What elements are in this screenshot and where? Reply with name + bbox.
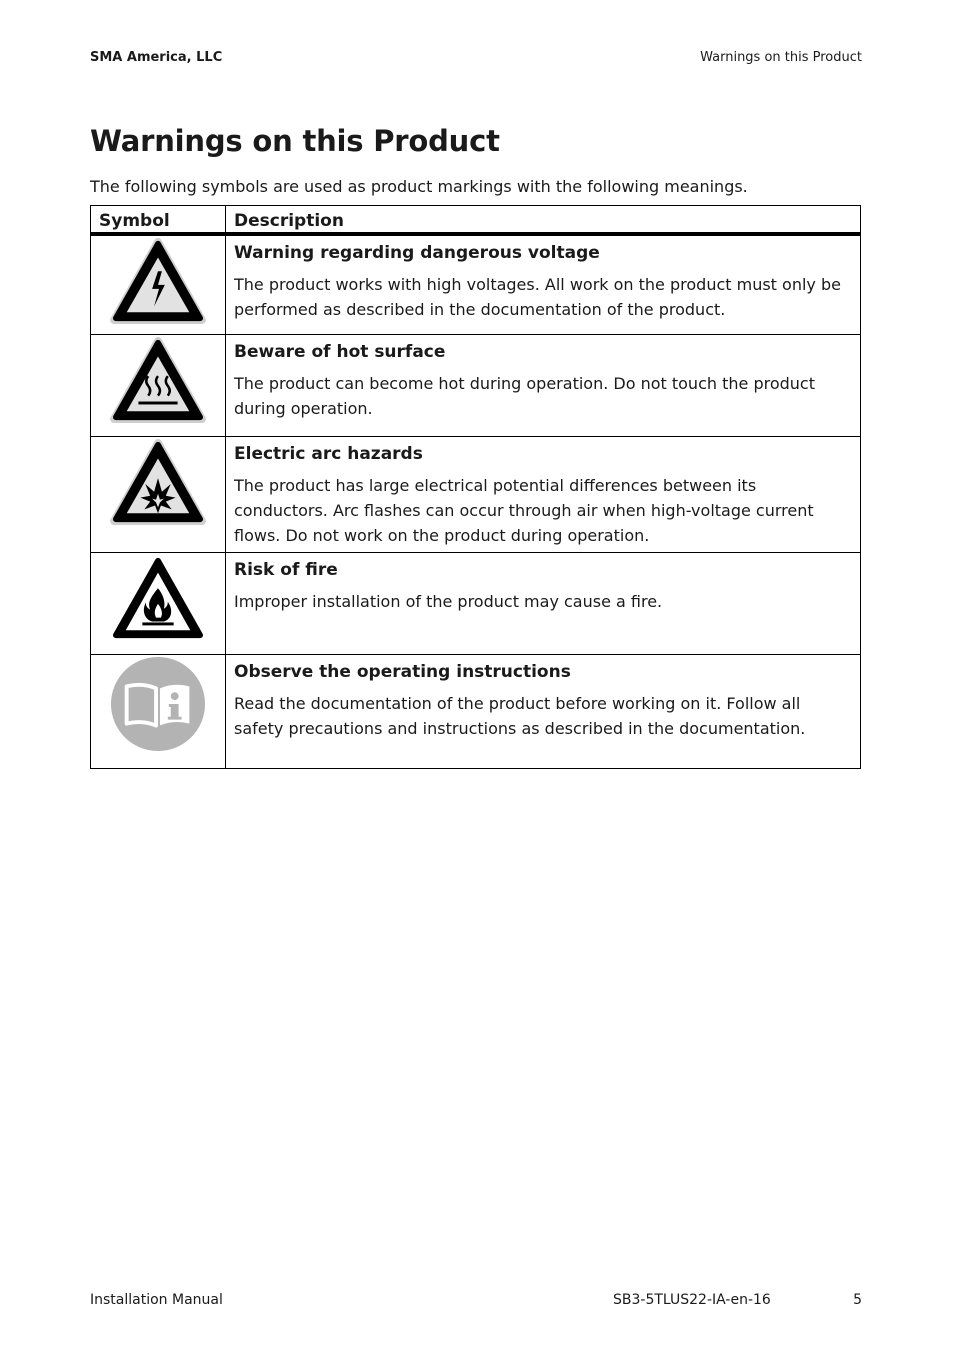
page-number: 5 [853, 1292, 862, 1308]
high-voltage-warning-icon [109, 236, 207, 326]
row-title: Beware of hot surface [234, 342, 446, 362]
row-text: The product works with high voltages. All work on the product must only be performed as described in the documentation of the product. [234, 274, 841, 319]
table-row [91, 234, 861, 335]
electric-arc-warning-icon [109, 437, 207, 527]
fire-risk-warning-icon [109, 553, 207, 643]
row-text: Improper installation of the product may cause a fire. [234, 592, 663, 611]
header-company: SMA America, LLC [90, 50, 223, 65]
header-symbol: Symbol [91, 206, 226, 234]
page-title: Warnings on this Product [90, 124, 500, 158]
intro-text: The following symbols are used as product markings with the following meanings. [90, 177, 748, 196]
row-text: Read the documentation of the product before working on it. Follow all safety precautions and instructions as described in the documentation. [234, 694, 806, 738]
row-text: The product can become hot during operation. Do not touch the product during operation. [234, 374, 815, 418]
description-cell [226, 655, 861, 769]
description-cell [226, 234, 861, 335]
description-cell [226, 553, 861, 655]
header-section: Warnings on this Product [700, 50, 862, 65]
table-header-row [91, 206, 861, 234]
footer-doc-code: SB3-5TLUS22-IA-en-16 [613, 1292, 771, 1308]
description-cell [226, 335, 861, 437]
row-title: Risk of fire [234, 560, 338, 580]
row-text: The product has large electrical potential differences between its conductors. Arc flashes can occur through air when high-voltage current flows. Do not work on the product during operation. [234, 476, 814, 545]
symbols-table [90, 205, 861, 769]
description-cell [226, 437, 861, 553]
footer-doc-type: Installation Manual [90, 1292, 223, 1308]
table-row [91, 335, 861, 437]
hot-surface-warning-icon [109, 335, 207, 425]
symbol-cell [91, 437, 226, 553]
table-row [91, 655, 861, 769]
row-title: Electric arc hazards [234, 444, 423, 464]
symbol-cell [91, 655, 226, 769]
symbol-cell [91, 234, 226, 335]
row-title: Warning regarding dangerous voltage [234, 242, 600, 263]
symbol-cell [91, 553, 226, 655]
header-description: Description [226, 206, 861, 234]
table-row [91, 437, 861, 553]
table-row [91, 553, 861, 655]
operating-instructions-icon [109, 655, 207, 753]
symbol-cell [91, 335, 226, 437]
row-title: Observe the operating instructions [234, 662, 571, 682]
